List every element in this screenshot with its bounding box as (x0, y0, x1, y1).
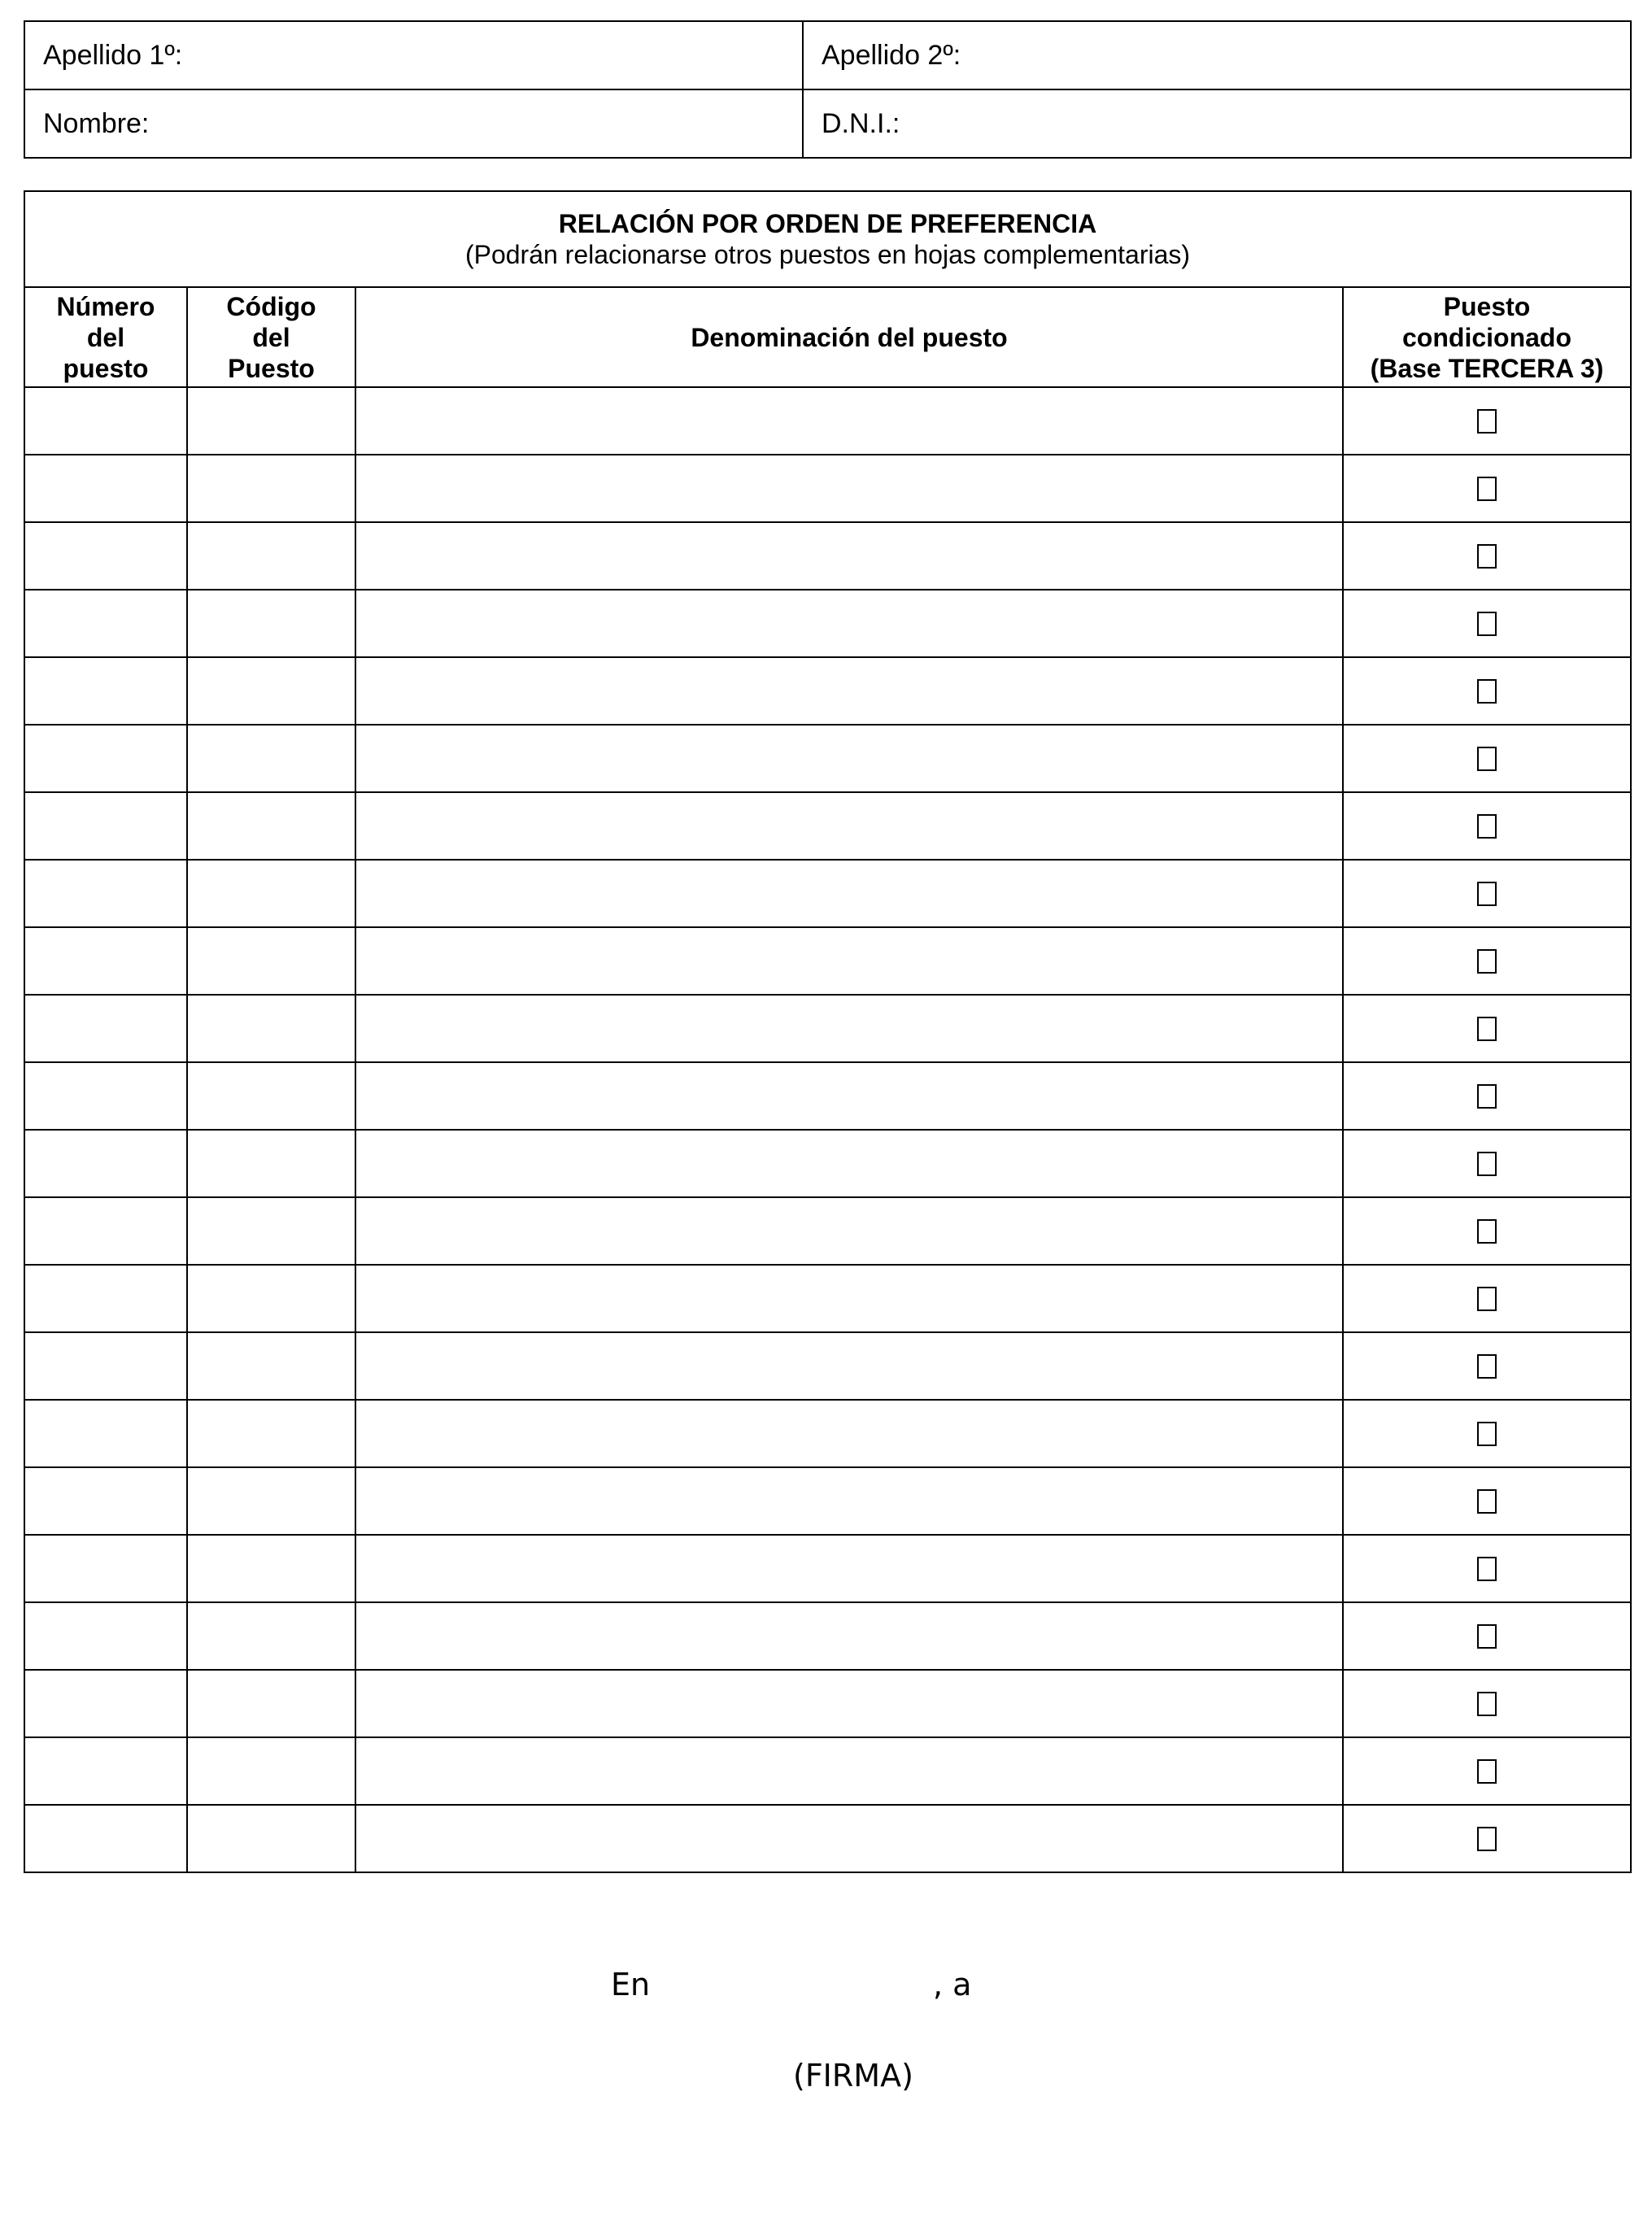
conditioned-cell (1343, 860, 1631, 927)
code-cell[interactable] (187, 860, 355, 927)
table-row (24, 927, 1631, 995)
name-label: Nombre: (43, 107, 150, 139)
denomination-cell[interactable] (355, 1670, 1343, 1737)
denomination-cell[interactable] (355, 522, 1343, 590)
conditioned-checkbox[interactable] (1477, 882, 1497, 906)
table-row (24, 860, 1631, 927)
conditioned-cell (1343, 1602, 1631, 1670)
denomination-cell[interactable] (355, 455, 1343, 522)
code-cell[interactable] (187, 455, 355, 522)
number-cell[interactable] (24, 455, 187, 522)
header-number: Número del puesto (24, 287, 187, 387)
preference-table-title: RELACIÓN POR ORDEN DE PREFERENCIA (558, 209, 1097, 238)
number-cell[interactable] (24, 1197, 187, 1265)
number-cell[interactable] (24, 1670, 187, 1737)
code-cell[interactable] (187, 1602, 355, 1670)
code-cell[interactable] (187, 1062, 355, 1130)
table-row (24, 995, 1631, 1062)
table-row (24, 455, 1631, 522)
conditioned-checkbox[interactable] (1477, 477, 1497, 501)
date-separator: , a (933, 1967, 972, 2002)
conditioned-checkbox[interactable] (1477, 1354, 1497, 1379)
denomination-cell[interactable] (355, 1130, 1343, 1197)
conditioned-checkbox[interactable] (1477, 679, 1497, 704)
conditioned-checkbox[interactable] (1477, 1422, 1497, 1446)
conditioned-cell (1343, 522, 1631, 590)
denomination-cell[interactable] (355, 792, 1343, 860)
code-cell[interactable] (187, 1737, 355, 1805)
denomination-cell[interactable] (355, 1197, 1343, 1265)
personal-data-table (24, 20, 1632, 159)
header-conditioned: Puesto condicionado (Base TERCERA 3) (1343, 287, 1631, 387)
table-row (24, 1197, 1631, 1265)
conditioned-checkbox[interactable] (1477, 1624, 1497, 1649)
number-cell[interactable] (24, 1400, 187, 1467)
conditioned-checkbox[interactable] (1477, 1489, 1497, 1514)
conditioned-cell (1343, 1400, 1631, 1467)
number-cell[interactable] (24, 1467, 187, 1535)
denomination-cell[interactable] (355, 995, 1343, 1062)
conditioned-checkbox[interactable] (1477, 1084, 1497, 1109)
table-row (24, 522, 1631, 590)
signature-label: (FIRMA) (793, 2058, 913, 2094)
code-cell[interactable] (187, 1805, 355, 1872)
code-cell[interactable] (187, 1332, 355, 1400)
conditioned-checkbox[interactable] (1477, 1287, 1497, 1311)
number-cell[interactable] (24, 927, 187, 995)
number-cell[interactable] (24, 590, 187, 657)
denomination-cell[interactable] (355, 725, 1343, 792)
preference-table (24, 190, 1632, 1873)
table-row (24, 1467, 1631, 1535)
dni-label: D.N.I.: (822, 107, 900, 139)
number-cell[interactable] (24, 792, 187, 860)
number-cell[interactable] (24, 1130, 187, 1197)
number-cell[interactable] (24, 1332, 187, 1400)
table-row (24, 590, 1631, 657)
conditioned-checkbox[interactable] (1477, 409, 1497, 434)
denomination-cell[interactable] (355, 590, 1343, 657)
number-cell[interactable] (24, 387, 187, 455)
preference-table-subtitle: (Podrán relacionarse otros puestos en hojas complementarias) (464, 240, 1191, 269)
code-cell[interactable] (187, 1197, 355, 1265)
code-cell[interactable] (187, 1265, 355, 1332)
conditioned-cell (1343, 387, 1631, 455)
header-code: Código del Puesto (187, 287, 355, 387)
denomination-cell[interactable] (355, 1332, 1343, 1400)
conditioned-checkbox[interactable] (1477, 1219, 1497, 1244)
conditioned-cell (1343, 455, 1631, 522)
header-denomination: Denominación del puesto (355, 287, 1343, 387)
surname2-field[interactable] (803, 21, 1631, 89)
code-cell[interactable] (187, 387, 355, 455)
number-cell[interactable] (24, 1602, 187, 1670)
conditioned-cell (1343, 590, 1631, 657)
surname1-field[interactable] (24, 21, 803, 89)
denomination-cell[interactable] (355, 387, 1343, 455)
denomination-cell[interactable] (355, 1400, 1343, 1467)
code-cell[interactable] (187, 1400, 355, 1467)
number-cell[interactable] (24, 1805, 187, 1872)
code-cell[interactable] (187, 927, 355, 995)
conditioned-checkbox[interactable] (1477, 1759, 1497, 1784)
denomination-cell[interactable] (355, 1062, 1343, 1130)
conditioned-checkbox[interactable] (1477, 814, 1497, 839)
conditioned-cell (1343, 1062, 1631, 1130)
conditioned-cell (1343, 995, 1631, 1062)
conditioned-checkbox[interactable] (1477, 544, 1497, 569)
table-row (24, 1400, 1631, 1467)
number-cell[interactable] (24, 1265, 187, 1332)
conditioned-cell (1343, 657, 1631, 725)
denomination-cell[interactable] (355, 1535, 1343, 1602)
denomination-cell[interactable] (355, 860, 1343, 927)
place-prefix: En (611, 1967, 651, 2002)
code-cell[interactable] (187, 657, 355, 725)
conditioned-cell (1343, 1332, 1631, 1400)
number-cell[interactable] (24, 995, 187, 1062)
conditioned-cell (1343, 1535, 1631, 1602)
surname1-label: Apellido 1º: (43, 39, 183, 71)
number-cell[interactable] (24, 522, 187, 590)
code-cell[interactable] (187, 792, 355, 860)
code-cell[interactable] (187, 1535, 355, 1602)
denomination-cell[interactable] (355, 657, 1343, 725)
conditioned-checkbox[interactable] (1477, 1692, 1497, 1716)
number-cell[interactable] (24, 1737, 187, 1805)
table-row (24, 1805, 1631, 1872)
table-row (24, 1265, 1631, 1332)
number-cell[interactable] (24, 725, 187, 792)
table-row (24, 657, 1631, 725)
conditioned-cell (1343, 725, 1631, 792)
code-cell[interactable] (187, 995, 355, 1062)
conditioned-cell (1343, 792, 1631, 860)
conditioned-cell (1343, 1670, 1631, 1737)
code-cell[interactable] (187, 1670, 355, 1737)
conditioned-checkbox[interactable] (1477, 1557, 1497, 1581)
table-row (24, 1332, 1631, 1400)
table-row (24, 387, 1631, 455)
denomination-cell[interactable] (355, 1805, 1343, 1872)
code-cell[interactable] (187, 1467, 355, 1535)
code-cell[interactable] (187, 1130, 355, 1197)
code-cell[interactable] (187, 590, 355, 657)
denomination-cell[interactable] (355, 1467, 1343, 1535)
conditioned-checkbox[interactable] (1477, 747, 1497, 771)
conditioned-checkbox[interactable] (1477, 612, 1497, 636)
preference-table-title-cell (24, 191, 1631, 287)
table-row (24, 725, 1631, 792)
conditioned-checkbox[interactable] (1477, 1152, 1497, 1176)
table-row (24, 1062, 1631, 1130)
conditioned-cell (1343, 1197, 1631, 1265)
conditioned-checkbox[interactable] (1477, 1017, 1497, 1041)
table-row (24, 1670, 1631, 1737)
conditioned-cell (1343, 1467, 1631, 1535)
code-cell[interactable] (187, 522, 355, 590)
denomination-cell[interactable] (355, 1737, 1343, 1805)
number-cell[interactable] (24, 860, 187, 927)
conditioned-cell (1343, 1805, 1631, 1872)
table-row (24, 1535, 1631, 1602)
denomination-cell[interactable] (355, 1265, 1343, 1332)
conditioned-checkbox[interactable] (1477, 1827, 1497, 1851)
conditioned-cell (1343, 1130, 1631, 1197)
table-row (24, 792, 1631, 860)
number-cell[interactable] (24, 1062, 187, 1130)
name-field[interactable] (24, 89, 803, 158)
denomination-cell[interactable] (355, 1602, 1343, 1670)
denomination-cell[interactable] (355, 927, 1343, 995)
number-cell[interactable] (24, 657, 187, 725)
conditioned-checkbox[interactable] (1477, 949, 1497, 974)
date-input[interactable] (976, 1962, 1236, 2006)
conditioned-cell (1343, 1737, 1631, 1805)
code-cell[interactable] (187, 725, 355, 792)
table-row (24, 1602, 1631, 1670)
place-input[interactable] (660, 1962, 929, 2006)
number-cell[interactable] (24, 1535, 187, 1602)
surname2-label: Apellido 2º: (822, 39, 961, 71)
dni-field[interactable] (803, 89, 1631, 158)
table-row (24, 1130, 1631, 1197)
conditioned-cell (1343, 1265, 1631, 1332)
conditioned-cell (1343, 927, 1631, 995)
table-row (24, 1737, 1631, 1805)
